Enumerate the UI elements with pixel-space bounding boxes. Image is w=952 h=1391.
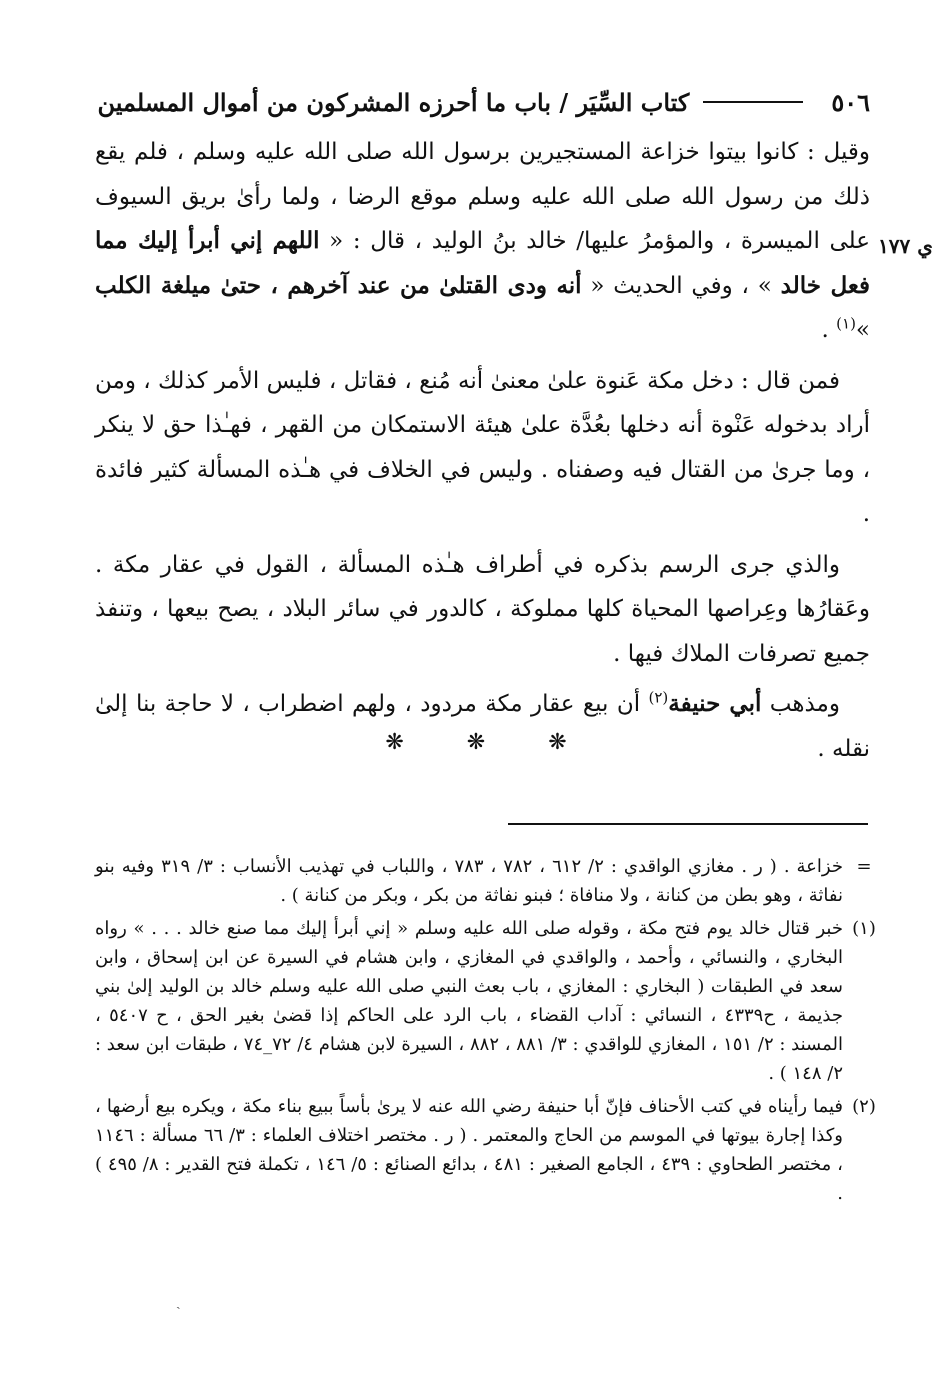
footnote-mark: = [856,856,872,877]
footnote-text: فيما رأيناه في كتب الأحناف فإنّ أبا حنيفة رضي الله عنه لا يرىٰ بأساً ببيع بناء مكة ، ويكره بيع أرضها ، وكذا إجارة بيوتها في الموسم من الحاج والمعتمر . ( ر . مختصر اختلاف العلماء : ٣/ ٦٦ مسألة : ١١٤٦ ، مختصر الطحاوي : ٤٣٩ ، الجامع الصغير : ٤٨١ ، بدائع الصنائع : ٥/ ١٤٦ ، تكملة فتح القدير : ٨/ ٤٩٥ ) . [95,1096,843,1204]
header-rule [703,101,803,103]
running-header [95,80,870,124]
footnote-text: خزاعة . ( ر . مغازي الواقدي : ٢/ ٦١٢ ، ٧٨٢ ، ٧٨٣ ، واللباب في تهذيب الأنساب : ٣/ ٣١٩ وفيه بنو نفاثة ، وهو بطن من كنانة ، ولا منافاة ؛ فبنو نفاثة من بكر ، وبكر من كنانة ) . [95,856,843,906]
footnote-mark: (١) [852,918,876,939]
margin-reference: ي ١٧٧ [878,234,933,258]
footnote-reference: (٢) [648,688,669,707]
scan-speck: ˏ [176,1294,181,1310]
paragraph [95,130,870,353]
footnote [95,852,885,910]
paragraph [95,543,870,677]
text-run: وقيل : كانوا بيتوا خزاعة المستجيرين برسول الله صلى الله عليه وسلم ، فلم يقع ذلك من رسول الله صلى الله عليه وسلم موقع الرضا ، ولما رأىٰ بريق السيوف على الميسرة ، والمؤمرُ عليها/ خالد بنُ الوليد ، قال : « [95,139,870,254]
footnote [95,1092,885,1208]
footnote-reference: (١) [836,314,856,333]
running-title: كتاب السِّيَر / باب ما أحرزه المشركون من أموال المسلمين [97,87,690,117]
main-text [95,130,870,777]
footnotes [95,852,885,1212]
footnote-rule [508,823,868,825]
text-run: » [855,317,870,343]
bold-quote: أنه ودى القتلىٰ من عند آخرهم ، حتىٰ ميلغة الكلب [95,271,582,299]
paragraph [95,682,870,771]
footnote [95,914,885,1088]
text-run: . [821,317,837,343]
footnote-mark: (٢) [852,1096,876,1117]
paragraph [95,359,870,537]
section-separator: ❋ ❋ ❋ [385,730,595,755]
text-run: فمن قال : دخل مكة عَنوة علىٰ معنىٰ أنه مُنع ، فقاتل ، فليس الأمر كذلك ، ومن أراد بدخوله عَنْوة أنه دخلها بعُدَّة علىٰ هيئة الاستمكان من القهر ، فهـٰذا حق لا ينكر ، وما جرىٰ من القتال فيه وصفناه . وليس في الخلاف في هـٰذه المسألة كثير فائدة . [95,367,870,527]
page-number: ٥٠٦ [831,87,870,117]
bold-quote: اللهم إني أبرأ إليك مما فعل خالد [95,227,871,299]
bold-quote: أبي حنيفة [668,690,762,717]
text-run: والذي جرى الرسم بذكره في أطراف هـٰذه المسألة ، القول في عقار مكة . وعَقارُها وعِراصها المحياة كلها مملوكة ، كالدور في سائر البلاد ، يصح بيعها ، وتنفذ جميع تصرفات الملاك فيها . [95,551,870,667]
text-run: ومذهب [761,691,840,717]
text-run: أن بيع عقار مكة مردود ، ولهم اضطراب ، لا حاجة بنا إلىٰ نقله . [95,691,870,762]
text-run: » ، وفي الحديث « [581,272,781,299]
footnote-text: خبر قتال خالد يوم فتح مكة ، وقوله صلى الله عليه وسلم « إني أبرأ إليك مما صنع خالد . . . » رواه البخاري ، والنسائي ، وأحمد ، والواقدي في المغازي ، وابن هشام في السيرة عن ابن إسحاق ، وابن سعد في الطبقات ( البخاري : المغازي ، باب بعث النبي صلى الله عليه وسلم خالد بن الوليد إلىٰ بني جذيمة ، ح٤٣٣٩ ، النسائي : آداب القضاء ، باب الرد على الحاكم إذا قضىٰ بغير الحق ، ح ٥٤٠٧ ، المسند : ٢/ ١٥١ ، المغازي للواقدي : ٣/ ٨٨١ ، ٨٨٢ ، السيرة لابن هشام ٤/ ٧٢_٧٤ ، طبقات ابن سعد : ٢/ ١٤٨ ) . [95,918,843,1084]
